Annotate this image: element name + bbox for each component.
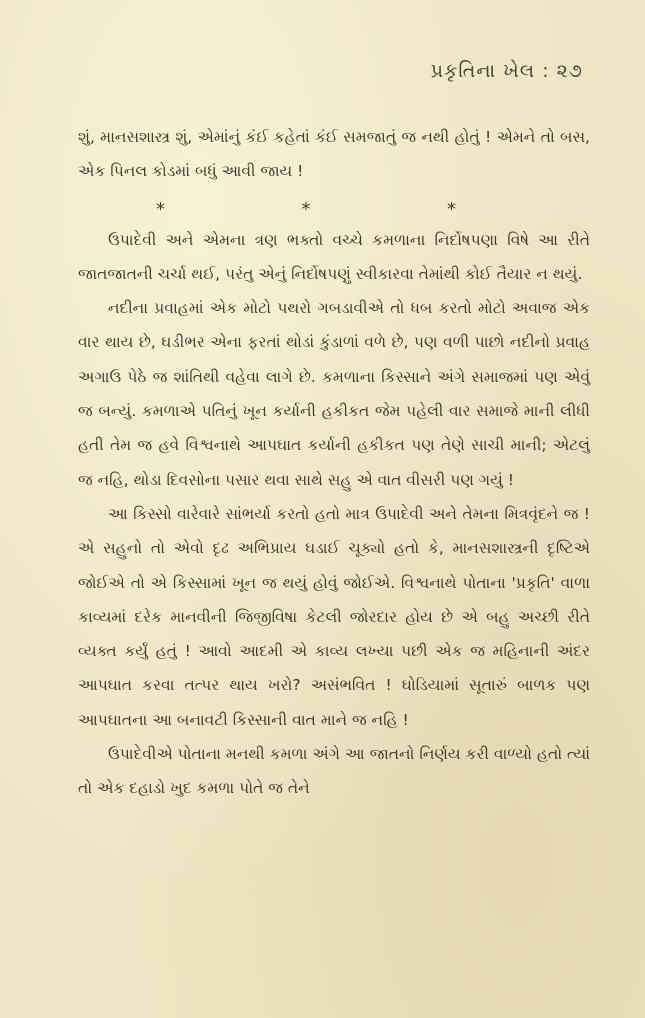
paragraph-1: શું, માનસશાસ્ત્ર શું, એમાંનું કંઈ કહેતાં કંઈ સમજાતું જ નથી હોતું ! એમને તો બસ, એક પિનલ કોડમાં બધું આવી જાય ! bbox=[78, 128, 590, 181]
section-separator bbox=[156, 189, 456, 223]
separator-star: * bbox=[156, 198, 165, 220]
separator-star: * bbox=[447, 198, 456, 220]
running-header: પ્રકૃતિના ખેલ : ૨૭ bbox=[430, 60, 583, 82]
page-body bbox=[78, 120, 590, 806]
paragraph-2: ઉપાદેવી અને એમના ત્રણ ભક્તો વચ્ચે કમળાના નિર્દોષપણા વિષે આ રીતે જાતજાતની ચર્ચા થઈ, પરંતુ એનું નિર્દોષપણું સ્વીકારવા તેમાંથી કોઈ તૈયાર ન થયું. bbox=[78, 230, 590, 283]
header-divider bbox=[383, 92, 583, 93]
paragraph-3: નદીના પ્રવાહમાં એક મોટો પથરો ગબડાવીએ તો ધબ કરતો મોટો અવાજ એક વાર થાય છે, ઘડીભર એના ફરતાં થોડાં કુંડાળાં વળે છે, પણ વળી પાછો નદીનો પ્રવાહ અગાઉ પેઠે જ શાંતિથી વહેવા લાગે છે. કમળાના કિસ્સાને અંગે સમાજમાં પણ એવું જ બન્યું. કમળાએ પતિનું ખૂન કર્યાની હકીકત જેમ પહેલી વાર સમાજે માની લીધી હતી તેમ જ હવે વિશ્વનાથે આપઘાત કર્યાની હકીકત પણ તેણે સાચી માની; એટલું જ નહિ, થોડા દિવસોના પસાર થવા સાથે સહુ એ વાત વીસરી પણ ગયું ! bbox=[78, 299, 590, 489]
paragraph-5: ઉપાદેવીએ પોતાના મનથી કમળા અંગે આ જાતનો નિર્ણય કરી વાળ્યો હતો ત્યાં તો એક દહાડો ખુદ કમળા પોતે જ તેને bbox=[78, 745, 590, 798]
separator-star: * bbox=[301, 198, 311, 220]
paragraph-4: આ કિસ્સો વારેવારે સાંભર્યા કરતો હતો માત્ર ઉપાદેવી અને તેમના મિત્રવૃંદને જ ! એ સહુનો તો એવો દૃઢ અભિપ્રાય ઘડાઈ ચૂક્યો હતો કે, માનસશાસ્ત્રની દૃષ્ટિએ જોઈએ તો એ કિસ્સામાં ખૂન જ થયું હોવું જોઈએ. વિશ્વનાથે પોતાના 'પ્રકૃતિ' વાળા કાવ્યમાં દરેક માનવીની જિજીવિષા કેટલી જોરદાર હોય છે એ બહુ અચ્છી રીતે વ્યક્ત કર્યું હતું ! આવો આદમી એ કાવ્ય લખ્યા પછી એક જ મહિનાની અંદર આપઘાત કરવા તત્પર થાય ખરો? અસંભવિત ! ઘોડિયામાં સૂતારું બાળક પણ આપઘાતના આ બનાવટી કિસ્સાની વાત માને જ નહિ ! bbox=[78, 504, 590, 729]
